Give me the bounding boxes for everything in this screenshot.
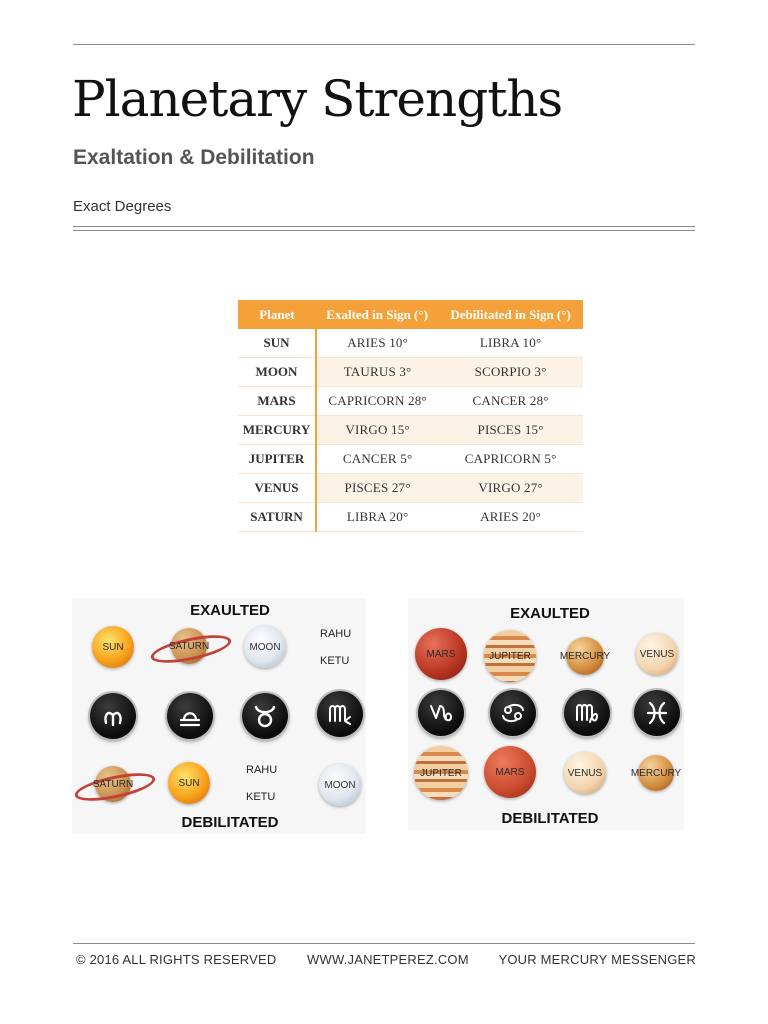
table-header-row [238, 300, 583, 329]
mars-planet [415, 628, 467, 680]
venus-planet-debilitated [564, 752, 606, 794]
exalted-cell: PISCES 27° [316, 474, 438, 503]
table-row [238, 416, 583, 445]
debilitated-cell: CANCER 28° [438, 387, 583, 416]
page-title: Planetary Strengths [72, 70, 563, 128]
taurus-icon [242, 693, 288, 739]
jupiter-planet-debilitated [414, 746, 468, 800]
debilitated-cell: CAPRICORN 5° [438, 445, 583, 474]
left-debilitated-heading: DEBILITATED [181, 814, 279, 831]
mars-label: MARS [495, 766, 525, 778]
jupiter-label: JUPITER [420, 767, 462, 779]
table-row [238, 358, 583, 387]
page-subtitle: Exaltation & Debilitation [73, 146, 315, 169]
sun-planet-debilitated [168, 762, 210, 804]
section-note: Exact Degrees [73, 198, 172, 215]
column-header-planet: Planet [238, 300, 316, 329]
mercury-label: MERCURY [630, 767, 682, 779]
sun-label: SUN [178, 777, 200, 789]
saturn-label: SATURN [168, 640, 210, 652]
left-exalted-heading: EXAULTED [190, 602, 270, 619]
footer-divider [73, 943, 695, 944]
strength-table [238, 300, 583, 532]
mercury-planet-debilitated [630, 755, 682, 791]
mars-label: MARS [426, 648, 456, 660]
saturn-planet [150, 626, 230, 668]
planet-cell: MERCURY [238, 416, 316, 445]
venus-planet [636, 633, 678, 675]
venus-label: VENUS [639, 648, 675, 660]
double-divider-top [73, 226, 695, 227]
exalted-cell: LIBRA 20° [316, 503, 438, 532]
pisces-icon [634, 690, 680, 736]
planet-cell: VENUS [238, 474, 316, 503]
ketu-label-debilitated: KETU [246, 791, 276, 803]
debilitated-cell: ARIES 20° [438, 503, 583, 532]
planet-cell: JUPITER [238, 445, 316, 474]
planet-cell: SATURN [238, 503, 316, 532]
column-header-exalted: Exalted in Sign (°) [316, 300, 438, 329]
mars-planet-debilitated [484, 746, 536, 798]
saturn-label: SATURN [92, 778, 134, 790]
jupiter-label: JUPITER [489, 650, 531, 662]
ketu-label: KETU [320, 655, 350, 667]
footer-copyright: © 2016 ALL RIGHTS RESERVED [76, 952, 277, 967]
planet-cell: MARS [238, 387, 316, 416]
planet-cell: SUN [238, 329, 316, 358]
table-row [238, 445, 583, 474]
double-divider-bottom [73, 230, 695, 231]
table-row [238, 387, 583, 416]
footer-tagline: YOUR MERCURY MESSENGER [498, 952, 696, 967]
saturn-planet-debilitated [74, 764, 154, 806]
table-row [238, 503, 583, 532]
libra-icon [167, 693, 213, 739]
mercury-label: MERCURY [559, 650, 611, 662]
debilitated-cell: VIRGO 27° [438, 474, 583, 503]
moon-label: MOON [249, 641, 281, 653]
capricorn-icon [418, 690, 464, 736]
mercury-planet [559, 637, 611, 675]
planet-cell: MOON [238, 358, 316, 387]
exalted-cell: CANCER 5° [316, 445, 438, 474]
cancer-icon [490, 690, 536, 736]
rahu-label-debilitated: RAHU [246, 764, 278, 776]
exalted-cell: CAPRICORN 28° [316, 387, 438, 416]
aries-icon [90, 693, 136, 739]
scorpio-icon [317, 691, 363, 737]
exalted-cell: TAURUS 3° [316, 358, 438, 387]
moon-label: MOON [324, 779, 356, 791]
rahu-label: RAHU [320, 628, 352, 640]
footer-website-link[interactable]: WWW.JANETPEREZ.COM [307, 952, 469, 967]
top-divider [73, 44, 695, 45]
debilitated-cell: LIBRA 10° [438, 329, 583, 358]
debilitated-cell: SCORPIO 3° [438, 358, 583, 387]
table-row [238, 474, 583, 503]
table-row [238, 329, 583, 358]
sun-label: SUN [102, 641, 124, 653]
sun-planet [92, 626, 134, 668]
right-exalted-heading: EXAULTED [510, 605, 590, 622]
jupiter-planet [484, 630, 536, 682]
venus-label: VENUS [567, 767, 603, 779]
exalted-cell: VIRGO 15° [316, 416, 438, 445]
moon-planet-debilitated [319, 764, 361, 806]
virgo-icon [564, 690, 610, 736]
right-debilitated-heading: DEBILITATED [501, 810, 599, 827]
exalted-cell: ARIES 10° [316, 329, 438, 358]
moon-planet [244, 626, 286, 668]
column-header-debilitated: Debilitated in Sign (°) [438, 300, 583, 329]
debilitated-cell: PISCES 15° [438, 416, 583, 445]
